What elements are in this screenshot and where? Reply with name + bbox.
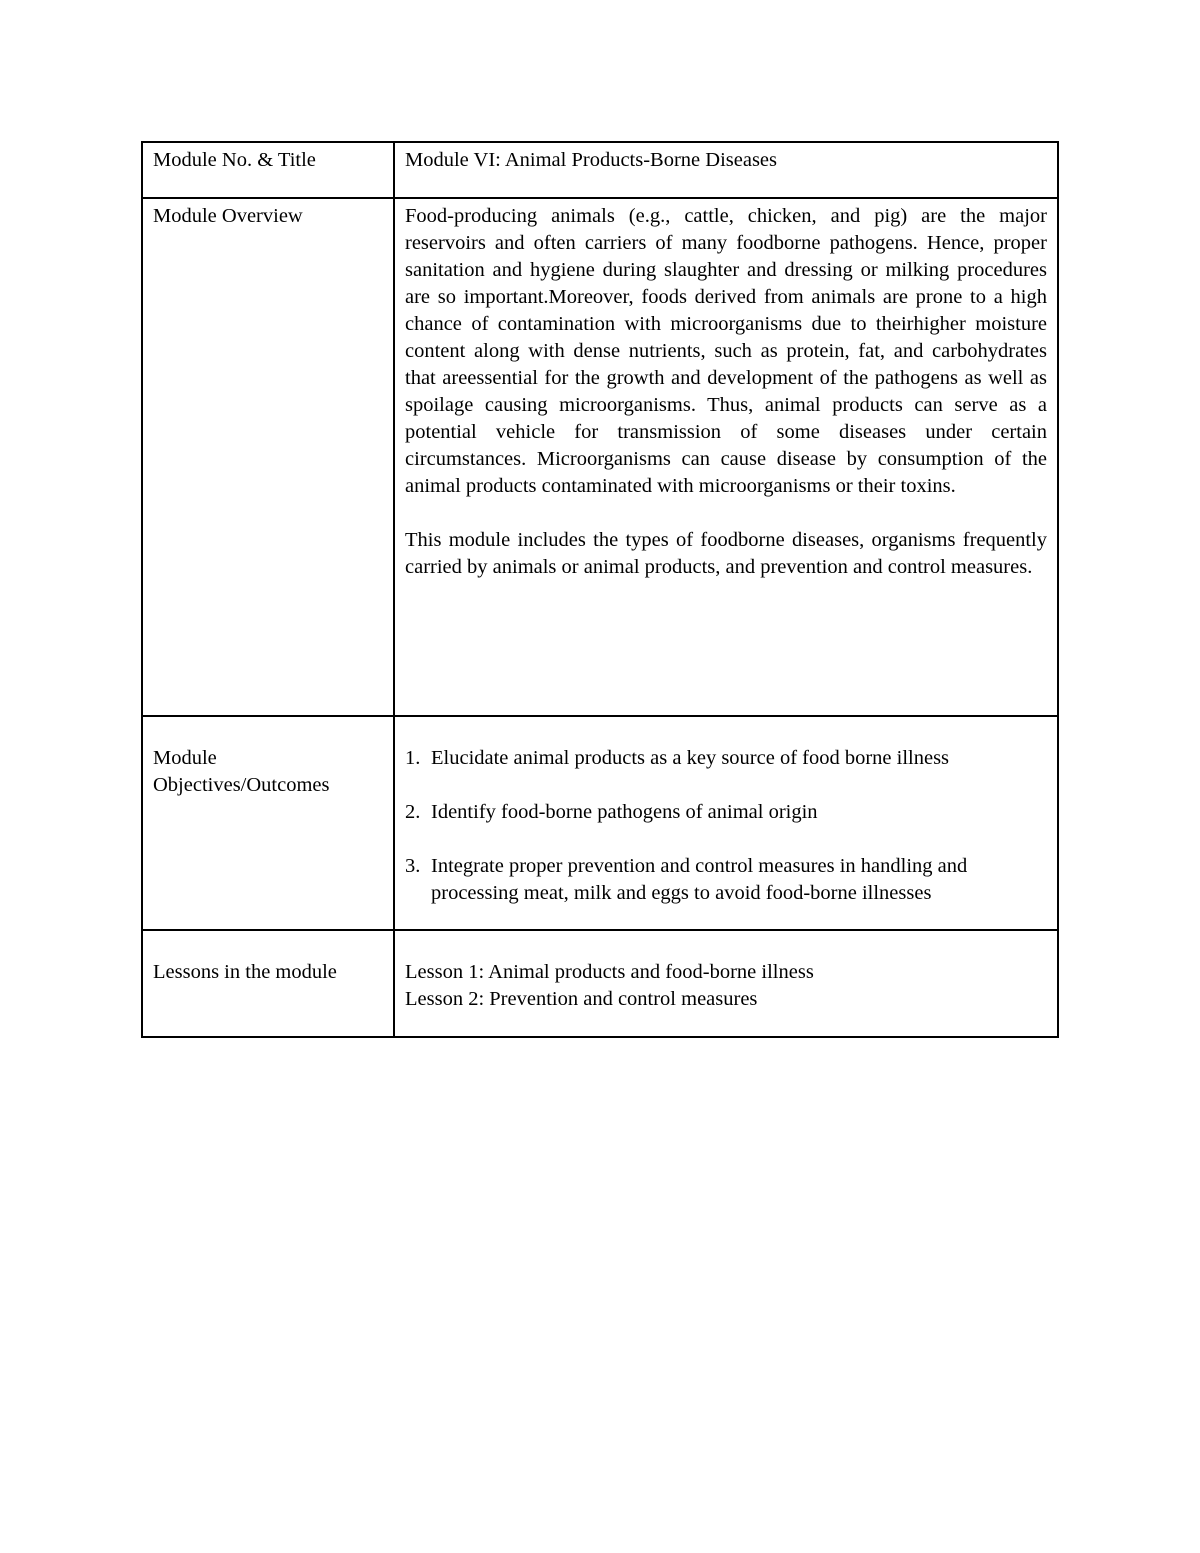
table-row-lessons — [142, 930, 1058, 1037]
module-title-value: Module VI: Animal Products-Borne Diseases — [394, 142, 1058, 198]
module-lessons-label: Lessons in the module — [142, 930, 394, 1037]
lesson-item: Lesson 2: Prevention and control measures — [405, 988, 758, 1010]
table-row-title — [142, 142, 1058, 198]
objective-number: 3. — [405, 855, 421, 877]
lesson-item: Lesson 1: Animal products and food-borne illness — [405, 961, 814, 983]
objective-text: Integrate proper prevention and control measures in handling and processing meat, milk and eggs to avoid food-borne illnesses — [431, 855, 968, 904]
module-overview-cell — [394, 198, 1058, 716]
module-overview-label: Module Overview — [142, 198, 394, 716]
overview-paragraph-2: This module includes the types of foodborne diseases, organisms frequently carried by animals or animal products, and prevention and control measures. — [405, 529, 1047, 578]
module-lessons-cell — [394, 930, 1058, 1037]
objective-number: 1. — [405, 747, 421, 769]
overview-paragraph-1: Food-producing animals (e.g., cattle, chicken, and pig) are the major reservoirs and often carriers of many foodborne pathogens. Hence, proper sanitation and hygiene during slaughter and dressing or milking procedures are so important.Moreover, foods derived from animals are prone to a high chance of contamination with microorganisms due to theirhigher moisture content along with dense nutrients, such as protein, fat, and carbohydrates that areessential for the growth and development of the pathogens as well as spoilage causing microorganisms. Thus, animal products can serve as a potential vehicle for transmission of some diseases under certain circumstances. Microorganisms can cause disease by consumption of the animal products contaminated with microorganisms or their toxins. — [405, 205, 1047, 497]
objective-item — [405, 853, 1047, 907]
module-objectives-label: Module Objectives/Outcomes — [142, 716, 394, 930]
table-row-objectives — [142, 716, 1058, 930]
objective-text: Elucidate animal products as a key source of food borne illness — [431, 747, 950, 769]
objective-number: 2. — [405, 801, 421, 823]
objective-item — [405, 799, 1047, 826]
module-info-table — [141, 141, 1059, 1038]
objective-text: Identify food-borne pathogens of animal origin — [431, 801, 818, 823]
table-row-overview — [142, 198, 1058, 716]
module-title-label: Module No. & Title — [142, 142, 394, 198]
module-objectives-cell — [394, 716, 1058, 930]
objective-item — [405, 745, 1047, 772]
